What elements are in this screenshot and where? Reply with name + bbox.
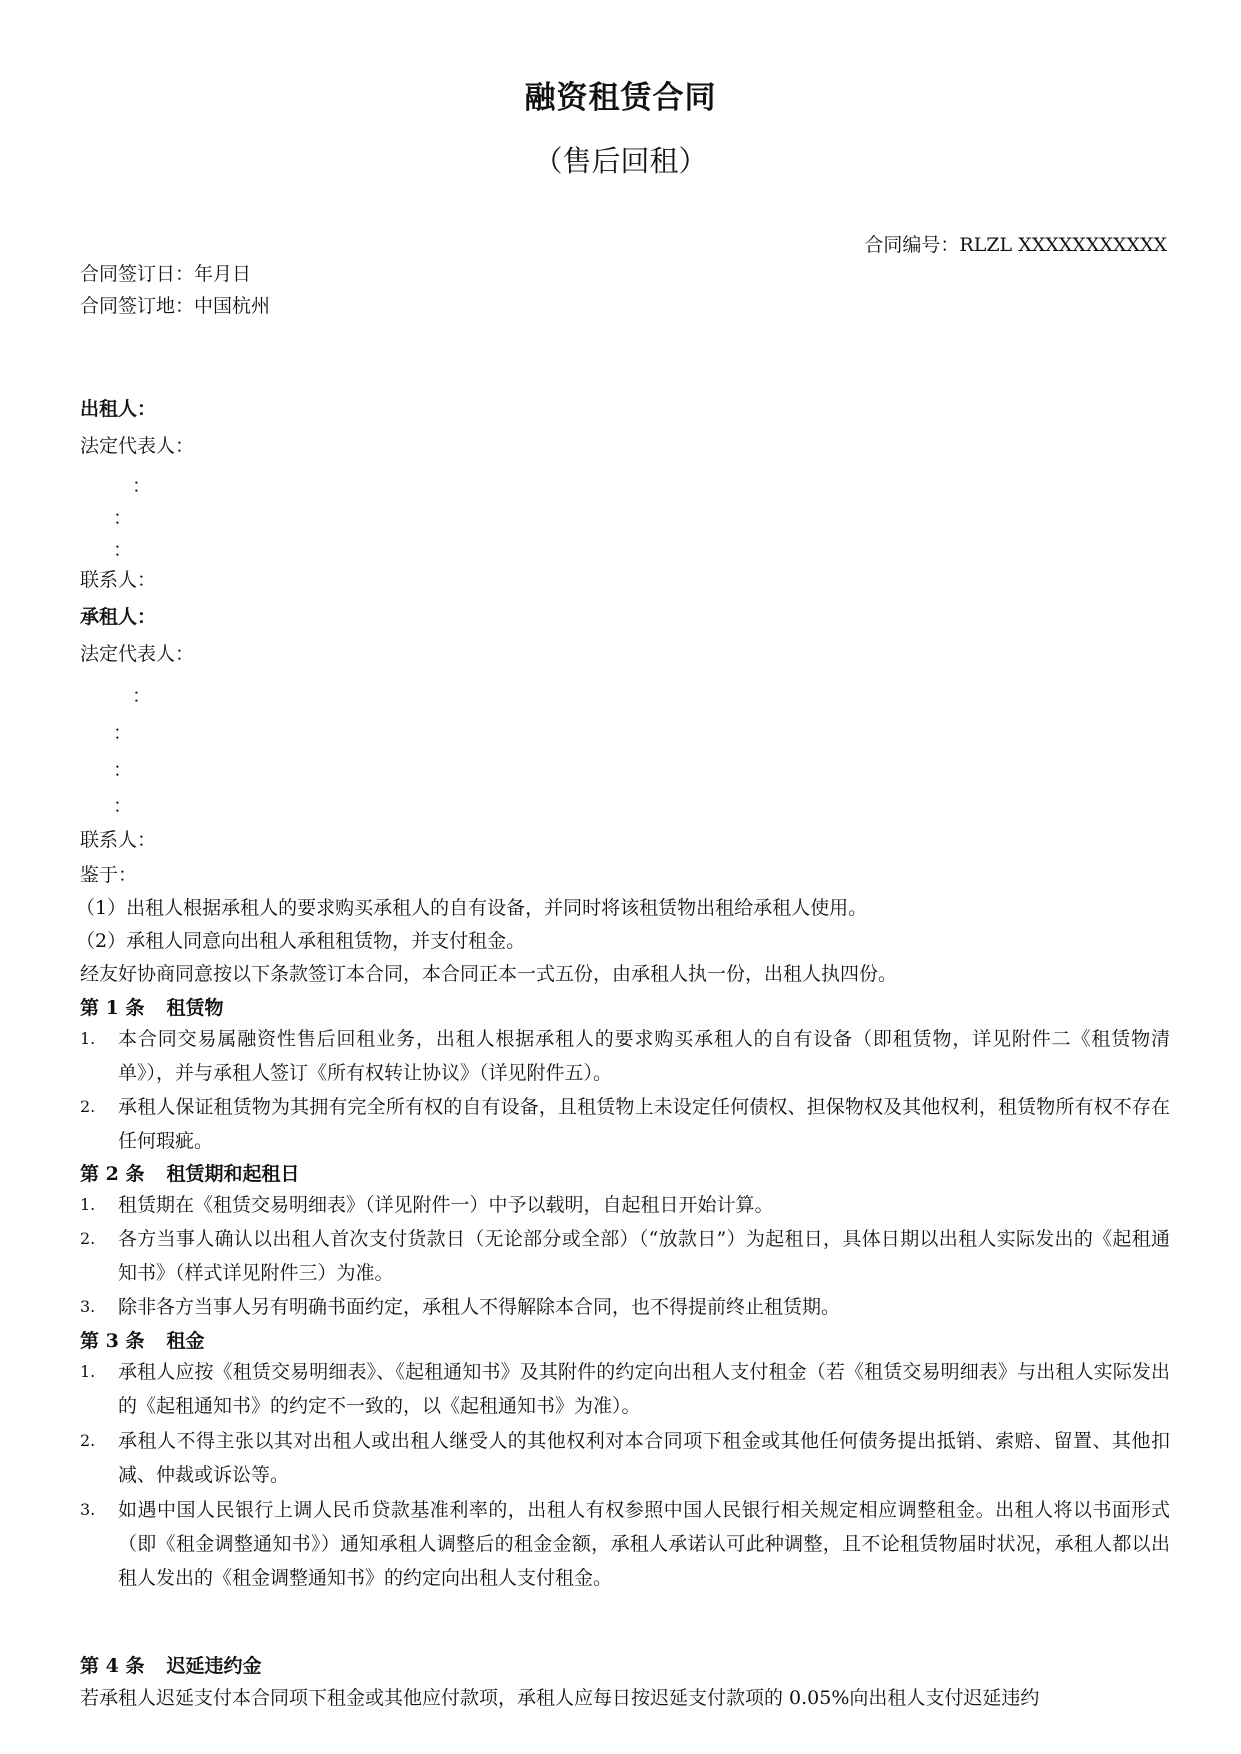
lessor-field-blank: ： <box>113 507 133 529</box>
clause-title: 租赁物 <box>166 997 224 1019</box>
clause-item <box>80 1290 1170 1324</box>
item-text: 租赁期在《租赁交易明细表》（详见附件一）中予以载明，自起租日开始计算。 <box>118 1194 774 1216</box>
clause-item <box>80 1222 1170 1290</box>
clause-4-heading <box>80 1651 261 1678</box>
clause-1-heading <box>80 993 223 1020</box>
clause-3-heading <box>80 1326 204 1353</box>
item-number: 1. <box>80 1362 96 1381</box>
clause-item <box>80 1090 1170 1158</box>
lessor-heading: 出租人： <box>80 398 157 420</box>
clause-item <box>80 1188 1170 1222</box>
lessor-field-blank: ： <box>132 475 152 497</box>
item-text: 承租人不得主张以其对出租人或出租人继受人的其他权利对本合同项下租金或其他任何债务提出抵销、索赔、留置、其他扣减、仲裁或诉讼等。 <box>118 1430 1170 1486</box>
clause-number: 第 4 条 <box>80 1655 145 1677</box>
clause-title: 迟延违约金 <box>166 1655 262 1677</box>
clause-title: 租赁期和起租日 <box>166 1163 300 1185</box>
item-number: 1. <box>80 1195 96 1214</box>
contract-number: 合同编号：RLZL XXXXXXXXXXX <box>864 234 1167 256</box>
clause-item <box>80 1493 1170 1595</box>
item-text: 本合同交易属融资性售后回租业务，出租人根据承租人的要求购买承租人的自有设备（即租赁物，详见附件二《租赁物清单》），并与承租人签订《所有权转让协议》（详见附件五）。 <box>118 1028 1170 1084</box>
item-number: 3. <box>80 1297 96 1316</box>
recital-2: （2）承租人同意向出租人承租租赁物，并支付租金。 <box>76 930 526 952</box>
agreement-statement: 经友好协商同意按以下条款签订本合同，本合同正本一式五份，由承租人执一份，出租人执四份。 <box>80 963 898 985</box>
item-number: 2. <box>80 1229 96 1248</box>
lessee-field-blank: ： <box>132 685 152 707</box>
item-number: 2. <box>80 1431 96 1450</box>
document-title: 融资租赁合同 <box>524 80 717 116</box>
lessee-field-blank: ： <box>113 795 133 817</box>
recital-1: （1）出租人根据承租人的要求购买承租人的自有设备，并同时将该租赁物出租给承租人使用。 <box>76 897 868 919</box>
item-number: 3. <box>80 1500 96 1519</box>
sign-date: 合同签订日：年月日 <box>80 263 252 285</box>
lessor-field-blank: ： <box>113 539 133 561</box>
item-number: 2. <box>80 1097 96 1116</box>
item-text: 承租人应按《租赁交易明细表》、《起租通知书》及其附件的约定向出租人支付租金（若《租赁交易明细表》与出租人实际发出的《起租通知书》的约定不一致的，以《起租通知书》为准）。 <box>118 1361 1170 1417</box>
clause-2-heading <box>80 1159 299 1186</box>
clause-item <box>80 1355 1170 1423</box>
sign-place: 合同签订地：中国杭州 <box>80 295 271 317</box>
lessee-field-blank: ： <box>113 759 133 781</box>
lessee-heading: 承租人： <box>80 606 157 628</box>
lessee-legal-rep: 法定代表人： <box>80 643 195 665</box>
item-text: 各方当事人确认以出租人首次支付货款日（无论部分或全部）（“放款日”）为起租日，具体日期以出租人实际发出的《起租通知书》（样式详见附件三）为准。 <box>118 1228 1170 1284</box>
lessee-field-blank: ： <box>113 722 133 744</box>
clause-number: 第 2 条 <box>80 1163 145 1185</box>
recitals-intro: 鉴于： <box>80 864 138 886</box>
item-text: 除非各方当事人另有明确书面约定，承租人不得解除本合同，也不得提前终止租赁期。 <box>118 1296 841 1318</box>
item-text: 如遇中国人民银行上调人民币贷款基准利率的，出租人有权参照中国人民银行相关规定相应调整租金。出租人将以书面形式（即《租金调整通知书》）通知承租人调整后的租金金额，承租人承诺认可此种调整，且不论租赁物届时状况，承租人都以出租人发出的《租金调整通知书》的约定向出租人支付租金。 <box>118 1499 1170 1589</box>
clause-number: 第 3 条 <box>80 1330 145 1352</box>
clause-4-text: 若承租人迟延支付本合同项下租金或其他应付款项，承租人应每日按迟延支付款项的 0.05%向出租人支付迟延违约 <box>80 1687 1040 1709</box>
item-text: 承租人保证租赁物为其拥有完全所有权的自有设备，且租赁物上未设定任何债权、担保物权及其他权利，租赁物所有权不存在任何瑕疵。 <box>118 1096 1170 1152</box>
clause-item <box>80 1424 1170 1492</box>
clause-number: 第 1 条 <box>80 997 145 1019</box>
lessor-contact: 联系人： <box>80 569 157 591</box>
clause-item <box>80 1022 1170 1090</box>
lessee-contact: 联系人： <box>80 829 157 851</box>
lessor-legal-rep: 法定代表人： <box>80 435 195 457</box>
item-number: 1. <box>80 1029 96 1048</box>
document-subtitle: （售后回租） <box>533 144 708 178</box>
clause-title: 租金 <box>166 1330 205 1352</box>
